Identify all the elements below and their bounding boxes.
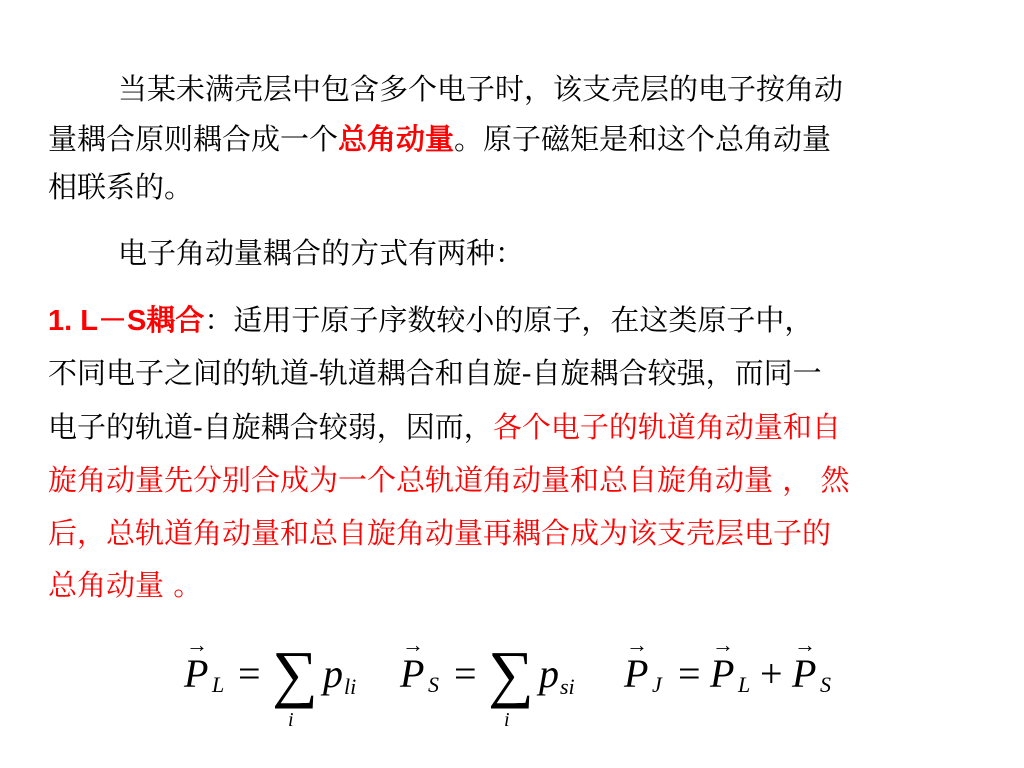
small-p-symbol: p — [323, 651, 343, 696]
subscript-si: si — [560, 674, 575, 699]
plus-sign: + — [760, 651, 783, 696]
section1-line6: 总角动量 。 — [48, 568, 203, 602]
vector-p-symbol: P — [400, 651, 425, 696]
section1-line2: 不同电子之间的轨道-轨道耦合和自旋-自旋耦合较强，而同一 — [48, 356, 822, 390]
section1-line1-rest: 适用于原子序数较小的原子，在这类原子中， — [233, 303, 814, 337]
equals-sign: = — [238, 651, 261, 696]
paragraph2-line1: 电子角动量耦合的方式有两种： — [118, 236, 525, 270]
equals-sign: = — [678, 651, 701, 696]
vector-p-symbol: P — [624, 651, 649, 696]
section1-line3-red-text: 各个电子的轨道角动量和自 — [492, 410, 841, 444]
summation-index: i — [288, 709, 294, 731]
summation-sign: ∑ — [488, 638, 534, 709]
vector-p-symbol: P — [792, 651, 817, 696]
ls-coupling-heading-colon: ： — [204, 303, 234, 337]
vector-arrow: → — [186, 632, 208, 657]
total-angular-momentum-highlight: 总角动量 — [338, 122, 455, 156]
ls-coupling-heading: 1. L－S耦合 — [48, 305, 205, 337]
formula-total-angular — [620, 632, 860, 742]
section1-line3 — [48, 409, 841, 445]
vector-p-symbol: P — [710, 651, 735, 696]
summation-sign: ∑ — [272, 638, 318, 709]
formula-total-orbital — [180, 632, 380, 742]
formula-total-spin — [396, 632, 596, 742]
vector-arrow: → — [712, 632, 734, 657]
subscript-li: li — [344, 674, 357, 699]
section1-line4: 旋角动量先分别合成为一个总轨道角动量和总自旋角动量 ， 然 — [48, 463, 850, 497]
section1-line5: 后，总轨道角动量和总自旋角动量再耦合成为该支壳层电子的 — [48, 516, 832, 550]
section1-line1 — [48, 302, 813, 339]
paragraph1-line3: 相联系的。 — [48, 170, 194, 204]
paragraph1-line2 — [48, 121, 831, 157]
paragraph1-line2-text-a: 量耦合原则耦合成一个 — [48, 122, 339, 156]
coupling-formula — [180, 632, 880, 742]
equals-sign: = — [454, 651, 477, 696]
vector-p-symbol: P — [184, 651, 209, 696]
subscript-s: S — [820, 672, 831, 697]
subscript-l: L — [738, 672, 751, 697]
subscript-l: L — [212, 672, 225, 697]
vector-arrow: → — [626, 632, 648, 657]
subscript-s: S — [428, 672, 439, 697]
vector-arrow: → — [402, 632, 424, 657]
paragraph1-line2-text-b: 。原子磁矩是和这个总角动量 — [454, 122, 832, 156]
subscript-j: J — [652, 672, 662, 697]
small-p-symbol: p — [539, 651, 559, 696]
paragraph1-line1: 当某未满壳层中包含多个电子时，该支壳层的电子按角动 — [118, 72, 844, 106]
vector-arrow: → — [794, 632, 816, 657]
summation-index: i — [504, 709, 510, 731]
section1-line3-text: 电子的轨道-自旋耦合较弱，因而， — [48, 410, 493, 444]
